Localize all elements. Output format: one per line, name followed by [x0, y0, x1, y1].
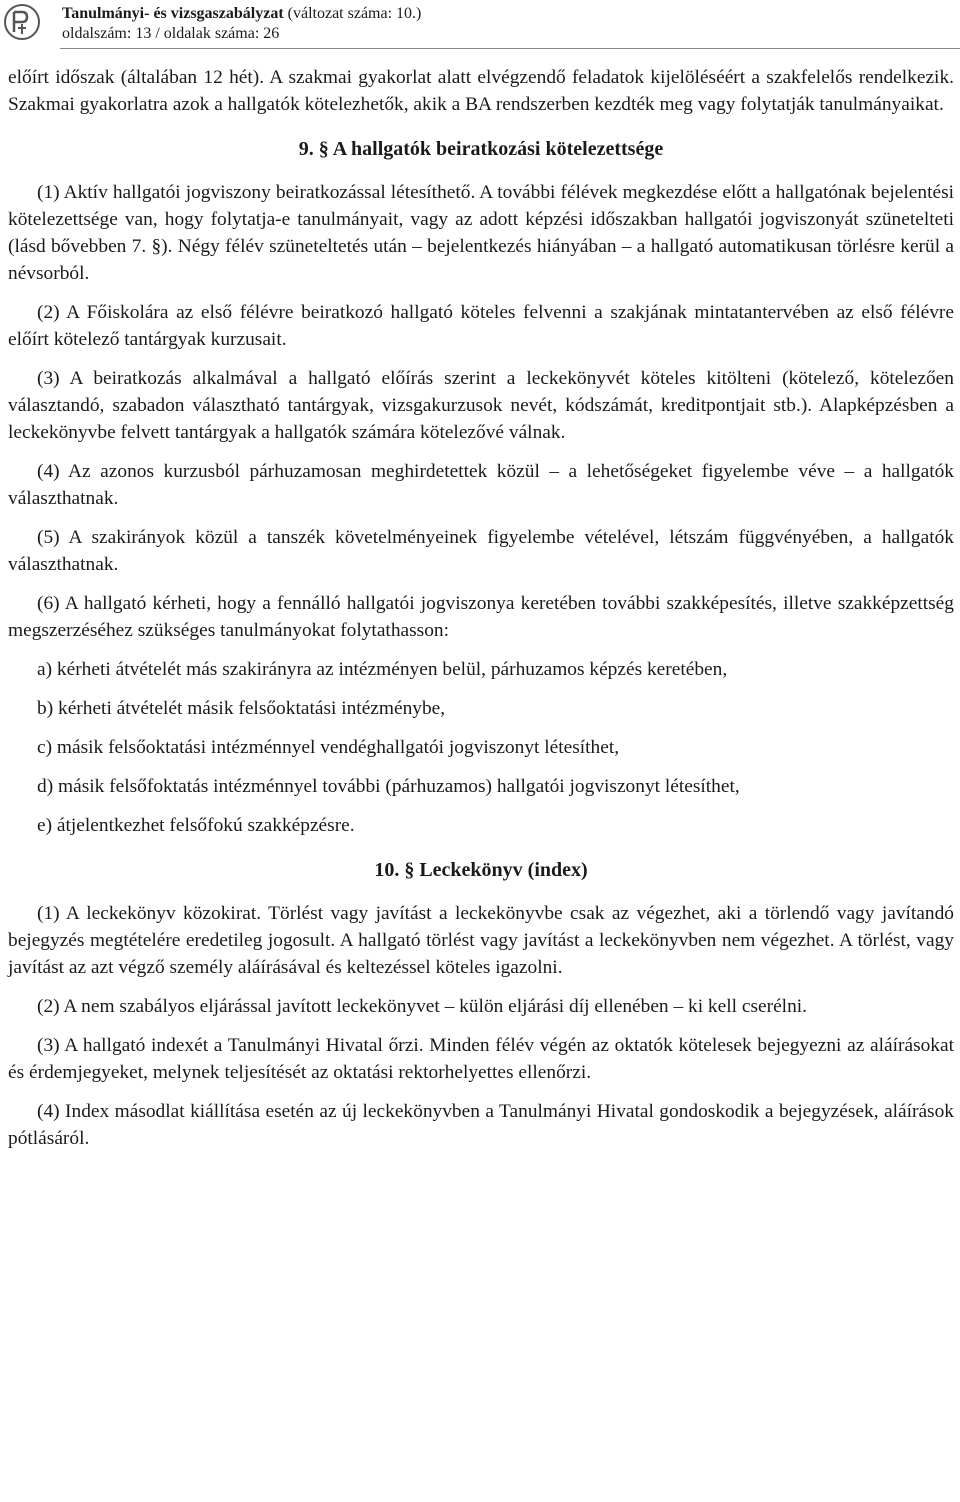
section-9-paragraph-5: (5) A szakirányok közül a tanszék követelményeinek figyelembe vételével, létszám függvényében, a hallgatók választhatnak.	[8, 527, 954, 575]
section-10-paragraph-3: (3) A hallgató indexét a Tanulmányi Hivatal őrzi. Minden félév végén az oktatók kötelesek bejegyezni az aláírásokat és érdemjegyeket, melynek teljesítését az oktatási rektorhelyettes ellenőrzi.	[8, 1035, 954, 1083]
list-item-b: b) kérheti átvételét másik felsőoktatási intézménybe,	[37, 698, 446, 719]
section-10-heading: 10. § Leckekönyv (index)	[374, 859, 588, 881]
institution-logo	[4, 2, 40, 42]
section-9-heading: 9. § A hallgatók beiratkozási kötelezettsége	[298, 138, 664, 160]
section-9-paragraph-4: (4) Az azonos kurzusból párhuzamosan meghirdetettek közül – a lehetőségeket figyelembe véve – a hallgatók választhatnak.	[8, 461, 954, 509]
section-10-paragraph-2: (2) A nem szabályos eljárással javított leckekönyvet – külön eljárási díj ellenében – ki kell cserélni.	[37, 996, 808, 1017]
page-info: oldalszám: 13 / oldalak száma: 26	[62, 25, 280, 42]
list-item-a: a) kérheti átvételét más szakirányra az intézményen belül, párhuzamos képzés keretében,	[37, 659, 728, 680]
section-9-paragraph-1: (1) Aktív hallgatói jogviszony beiratkozással létesíthető. A további félévek megkezdése előtt a hallgatónak bejelentési kötelezettsége van, hogy folytatja-e tanulmányait, vagy az adott képzési időszakban hallgatói jogviszonyát szünetelteti (lásd bővebben 7. §). Négy félév szüneteltetés után – bejelentkezés hiányában – a hallgató automatikusan törlésre kerül a névsorból.	[8, 182, 954, 284]
header-divider	[60, 48, 960, 49]
section-9-paragraph-6: (6) A hallgató kérheti, hogy a fennálló hallgatói jogviszonya keretében további szakképesítés, illetve szakképzettség megszerzéséhez szükséges tanulmányokat folytathasson:	[8, 593, 954, 641]
page-header	[0, 0, 960, 50]
document-body	[8, 64, 954, 1152]
list-item-c: c) másik felsőoktatási intézménnyel vendéghallgatói jogviszonyt létesíthet,	[37, 737, 620, 758]
list-item-d: d) másik felsőfoktatás intézménnyel további (párhuzamos) hallgatói jogviszonyt létesíthet,	[37, 776, 740, 797]
section-9-paragraph-3: (3) A beiratkozás alkalmával a hallgató előírás szerint a leckekönyvét köteles kitölteni (kötelező, kötelezően választandó, szabadon választható tantárgyak, vizsgakurzusok nevét, kódszámát, kreditpontjait stb.). Alapképzésben a leckekönyvbe felvett tantárgyak a hallgatók számára kötelezővé válnak.	[8, 368, 954, 443]
header-text	[62, 4, 421, 44]
section-10-paragraph-1: (1) A leckekönyv közokirat. Törlést vagy javítást a leckekönyvbe csak az végezhet, aki a törlendő vagy javítandó bejegyzés megtételére eredetileg jogosult. A hallgató törlést vagy javítást a leckekönyvben nem végezhet. A törlést, vagy javítást az azt végző személy aláírásával és keltezéssel köteles igazolni.	[8, 903, 954, 978]
intro-paragraph: előírt időszak (általában 12 hét). A szakmai gyakorlat alatt elvégzendő feladatok kijelöléséért a szakfelelős rendelkezik. Szakmai gyakorlatra azok a hallgatók kötelezhetők, akik a BA rendszerben kezdték meg vagy folytatják tanulmányaikat.	[8, 67, 954, 115]
section-9-paragraph-2: (2) A Főiskolára az első félévre beiratkozó hallgató köteles felvenni a szakjának mintatantervében az első félévre előírt kötelező tantárgyak kurzusait.	[8, 302, 954, 350]
list-item-e: e) átjelentkezhet felsőfokú szakképzésre.	[37, 815, 355, 836]
document-version: (változat száma: 10.)	[283, 5, 422, 22]
section-10-paragraph-4: (4) Index másodlat kiállítása esetén az új leckekönyvben a Tanulmányi Hivatal gondoskodik a bejegyzések, aláírások pótlásáról.	[8, 1101, 954, 1149]
document-title: Tanulmányi- és vizsgaszabályzat	[62, 5, 284, 22]
